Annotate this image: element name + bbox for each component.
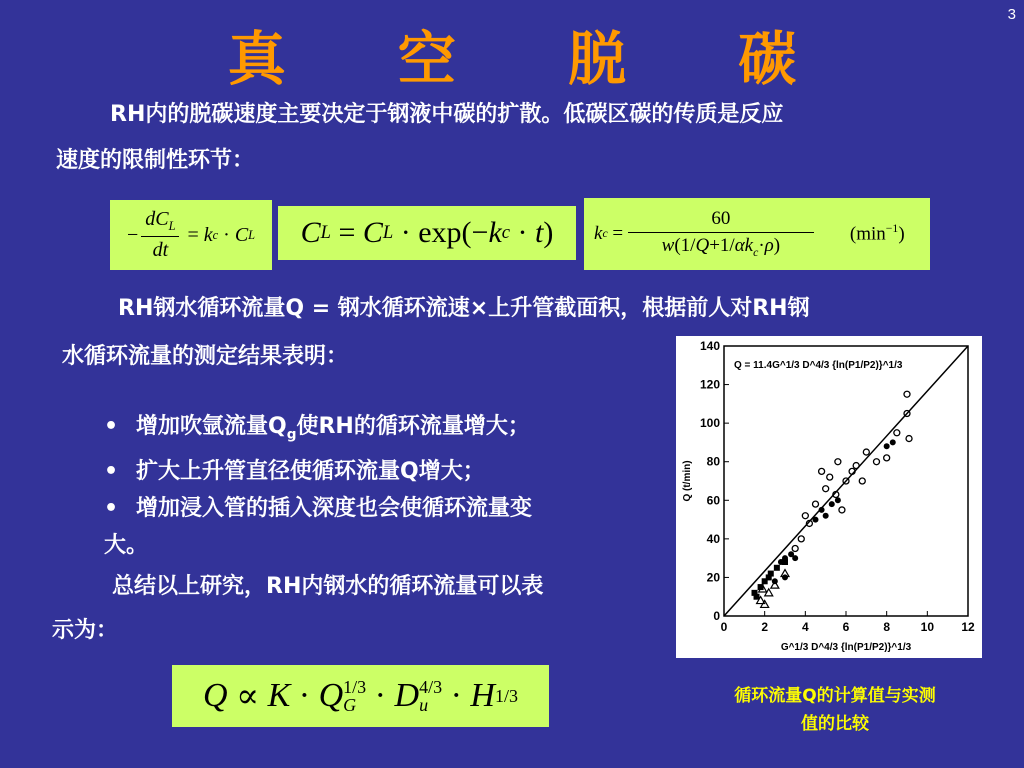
open-circle-point xyxy=(863,449,869,455)
filled-circle-point xyxy=(782,574,788,580)
bullet-dot-icon: • xyxy=(104,414,119,439)
bullet-dot-icon: • xyxy=(104,459,119,485)
bullet-item-depth xyxy=(104,490,664,527)
open-circle-point xyxy=(839,507,845,513)
bullet1-sub: g xyxy=(286,426,297,443)
filled-circle-point xyxy=(884,443,890,449)
summary-line-1: 总结以上研究，RH内钢水的循环流量可以表 xyxy=(112,574,544,599)
caption-line-2: 值的比较 xyxy=(801,714,869,734)
open-circle-point xyxy=(819,468,825,474)
x-axis-label: G^1/3 D^4/3 {ln(P1/P2)}^1/3 xyxy=(780,642,912,653)
open-circle-point xyxy=(884,455,890,461)
y-tick-label: 0 xyxy=(713,609,720,623)
intro-line-2: 速度的限制性环节： xyxy=(56,148,255,173)
bullet-item-argon xyxy=(104,408,664,453)
chart-svg xyxy=(676,336,982,658)
bullet-item-depth-cont xyxy=(104,527,664,564)
formula-rate-equation: − $\frac{dC_L}{dt}$ = k c · C L xyxy=(110,200,272,270)
formula1-k-sub: c xyxy=(212,227,219,242)
open-circle-point xyxy=(835,459,841,465)
open-circle-point xyxy=(853,463,859,469)
bullet1-pre: 增加吹氩流量Q xyxy=(136,414,287,439)
para2-line-2: 水循环流量的测定结果表明： xyxy=(62,344,349,369)
formula3-unit-close: ) xyxy=(898,223,905,245)
open-circle-point xyxy=(874,459,880,465)
formula-circulation: Q ∝ K · Q 1/3 G · D 4/3 u · H 1/3 xyxy=(172,665,549,727)
open-circle-point xyxy=(823,486,829,492)
formula1-k: k xyxy=(203,223,213,246)
y-tick-label: 40 xyxy=(706,531,720,546)
x-tick-label: 2 xyxy=(761,620,769,634)
bullet-list xyxy=(104,408,664,564)
intro-line-1: RH内的脱碳速度主要决定于钢液中碳的扩散。低碳区碳的传质是反应 xyxy=(110,102,784,127)
open-circle-point xyxy=(894,430,900,436)
slide-title: 真 空 脱 碳 xyxy=(227,25,843,93)
summary-line-2: 示为： xyxy=(52,618,119,643)
formula3-numerator: 60 xyxy=(628,208,814,233)
scatter-chart xyxy=(676,336,982,658)
page-number: 3 xyxy=(1007,6,1016,23)
open-circle-point xyxy=(906,436,912,442)
bullet1-post: 使RH的循环流量增大； xyxy=(296,414,530,439)
y-tick-label: 60 xyxy=(706,493,720,508)
y-tick-label: 140 xyxy=(699,339,720,353)
open-circle-point xyxy=(827,474,833,480)
formula-concentration: C L = C L · exp(− k c · t ) xyxy=(278,206,576,260)
bullet-dot-icon: • xyxy=(104,496,119,522)
formula-kc: k c = $\frac{60}{w(1/Q+1/\alpha k_c\cdot\rho)}$ $(\min^{-1})$ xyxy=(584,198,930,270)
x-tick-label: 10 xyxy=(920,620,935,634)
open-circle-point xyxy=(802,513,808,519)
para2-line-1: RH钢水循环流量Q = 钢水循环流速×上升管截面积，根据前人对RH钢 xyxy=(118,296,810,321)
y-tick-label: 120 xyxy=(699,377,720,392)
filled-circle-point xyxy=(890,439,896,445)
filled-circle-point xyxy=(829,501,835,507)
filled-circle-point xyxy=(819,507,825,513)
x-tick-label: 0 xyxy=(720,620,728,634)
filled-square-point xyxy=(782,559,788,565)
open-circle-point xyxy=(904,391,910,397)
filled-circle-point xyxy=(792,555,798,561)
formula1-dt: dt xyxy=(152,239,169,261)
open-circle-point xyxy=(792,546,798,552)
formula1-c: C xyxy=(234,223,249,246)
bullet2-text: 扩大上升管直径使循环流量Q增大； xyxy=(136,459,485,485)
chart-caption xyxy=(676,682,994,738)
x-tick-label: 4 xyxy=(801,620,809,634)
filled-square-point xyxy=(766,574,772,580)
x-tick-label: 12 xyxy=(961,620,975,634)
formula3-unit: (min xyxy=(849,223,886,245)
y-tick-label: 20 xyxy=(706,570,720,585)
filled-circle-point xyxy=(823,513,829,519)
chart-title: Q = 11.4G^1/3 D^4/3 {ln(P1/P2)}^1/3 xyxy=(734,360,903,371)
formula1-dc-sub: L xyxy=(168,219,176,233)
formula1-dc: dC xyxy=(145,208,169,230)
bullet3-cont-text: 大。 xyxy=(104,533,149,559)
caption-line-1: 循环流量Q的计算值与实测 xyxy=(734,686,936,706)
fit-line xyxy=(724,346,968,616)
x-tick-label: 8 xyxy=(883,620,891,634)
bullet-item-diameter xyxy=(104,453,664,490)
x-tick-label: 6 xyxy=(842,620,850,634)
formula1-c-sub: L xyxy=(248,227,256,242)
formula3-unit-sup: −1 xyxy=(885,222,899,236)
open-circle-point xyxy=(813,501,819,507)
filled-square-point xyxy=(774,565,780,571)
filled-circle-point xyxy=(835,497,841,503)
y-axis-label: Q (t/min) xyxy=(682,460,693,502)
y-tick-label: 80 xyxy=(706,454,720,469)
open-circle-point xyxy=(859,478,865,484)
open-circle-point xyxy=(798,536,804,542)
filled-circle-point xyxy=(813,517,819,523)
bullet3-text: 增加浸入管的插入深度也会使循环流量变 xyxy=(136,496,533,522)
y-tick-label: 100 xyxy=(699,416,720,431)
